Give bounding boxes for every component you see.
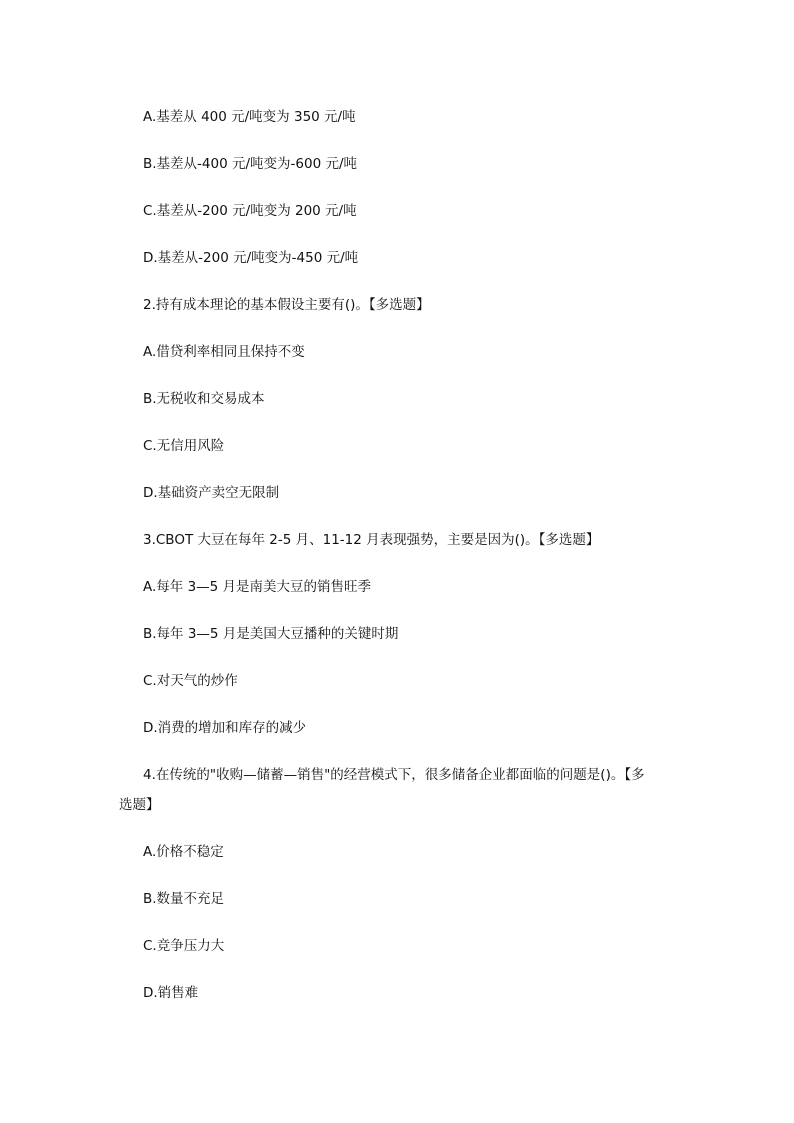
q2-option-c: C.无信用风险 xyxy=(143,438,225,454)
q1-option-d: D.基差从-200 元/吨变为-450 元/吨 xyxy=(143,250,359,266)
q4-stem-line2: 选题】 xyxy=(119,797,160,813)
q3-option-b: B.每年 3—5 月是美国大豆播种的关键时期 xyxy=(143,626,399,642)
q2-stem: 2.持有成本理论的基本假设主要有()。【多选题】 xyxy=(143,297,430,313)
q4-option-a: A.价格不稳定 xyxy=(143,844,224,860)
q4-stem-line1: 4.在传统的"收购—储蓄—销售"的经营模式下，很多储备企业都面临的问题是()。【多 xyxy=(143,767,645,783)
q1-option-a: A.基差从 400 元/吨变为 350 元/吨 xyxy=(143,109,356,125)
q2-option-d: D.基础资产卖空无限制 xyxy=(143,485,280,501)
q2-option-b: B.无税收和交易成本 xyxy=(143,391,265,407)
q3-option-c: C.对天气的炒作 xyxy=(143,673,238,689)
q4-option-c: C.竞争压力大 xyxy=(143,938,225,954)
q3-option-a: A.每年 3—5 月是南美大豆的销售旺季 xyxy=(143,579,372,595)
q3-stem: 3.CBOT 大豆在每年 2-5 月、11-12 月表现强势，主要是因为()。【多选题】 xyxy=(143,532,600,548)
q4-option-d: D.销售难 xyxy=(143,985,199,1001)
q1-option-b: B.基差从-400 元/吨变为-600 元/吨 xyxy=(143,156,358,172)
q4-option-b: B.数量不充足 xyxy=(143,891,225,907)
q3-option-d: D.消费的增加和库存的减少 xyxy=(143,720,307,736)
q2-option-a: A.借贷利率相同且保持不变 xyxy=(143,344,305,360)
q1-option-c: C.基差从-200 元/吨变为 200 元/吨 xyxy=(143,203,357,219)
